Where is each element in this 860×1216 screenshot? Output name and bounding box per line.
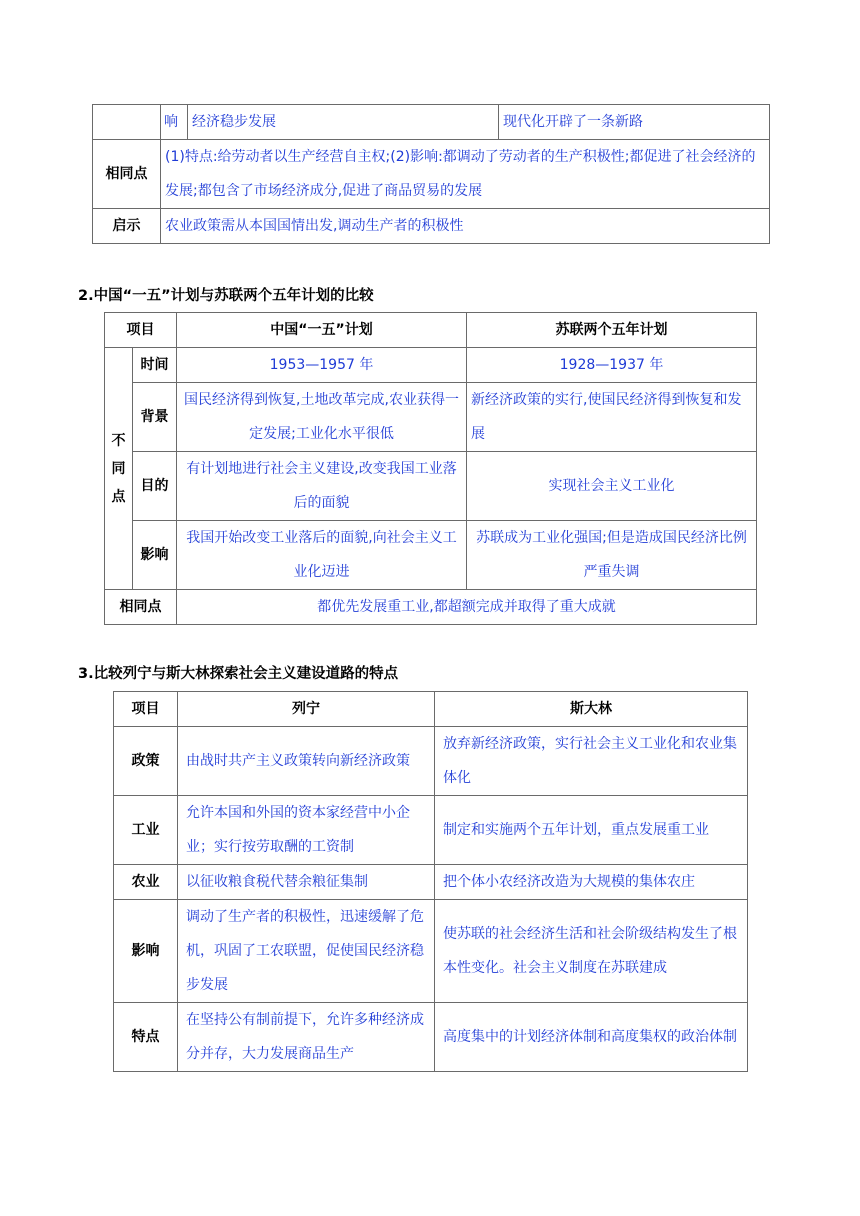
table-row xyxy=(93,140,770,209)
row-label: 目的 xyxy=(133,452,177,521)
row-label-same: 相同点 xyxy=(105,590,177,625)
header-lenin: 列宁 xyxy=(178,692,435,727)
cell-china: 国民经济得到恢复,土地改革完成,农业获得一定发展;工业化水平很低 xyxy=(177,383,467,452)
cell-ussr: 新经济政策的实行,使国民经济得到恢复和发展 xyxy=(467,383,757,452)
cell-value: 现代化开辟了一条新路 xyxy=(499,105,770,140)
row-label: 影响 xyxy=(133,521,177,590)
row-label: 政策 xyxy=(114,727,178,796)
cell-lenin: 调动了生产者的积极性，迅速缓解了危机，巩固了工农联盟，促使国民经济稳步发展 xyxy=(178,900,435,1003)
table-row xyxy=(105,590,757,625)
cell-label: 响 xyxy=(161,105,188,140)
header-stalin: 斯大林 xyxy=(435,692,748,727)
row-label-same: 相同点 xyxy=(93,140,161,209)
row-label: 特点 xyxy=(114,1003,178,1072)
cell-stalin: 高度集中的计划经济体制和高度集权的政治体制 xyxy=(435,1003,748,1072)
row-label: 工业 xyxy=(114,796,178,865)
table-row xyxy=(114,1003,748,1072)
table-header-row xyxy=(105,313,757,348)
cell-ussr: 苏联成为工业化强国;但是造成国民经济比例严重失调 xyxy=(467,521,757,590)
table-row xyxy=(105,452,757,521)
header-item: 项目 xyxy=(114,692,178,727)
section-heading: 3.比较列宁与斯大林探索社会主义建设道路的特点 xyxy=(78,666,399,682)
table-row xyxy=(93,209,770,244)
table-row xyxy=(114,900,748,1003)
cell-lenin: 由战时共产主义政策转向新经济政策 xyxy=(178,727,435,796)
cell-stalin: 制定和实施两个五年计划，重点发展重工业 xyxy=(435,796,748,865)
cell-value: (1)特点:给劳动者以生产经营自主权;(2)影响:都调动了劳动者的生产积极性;都促进了社会经济的发展;都包含了市场经济成分,促进了商品贸易的发展 xyxy=(161,140,770,209)
group-label-differences: 不 同 点 xyxy=(105,348,133,590)
table-header-row xyxy=(114,692,748,727)
header-china: 中国“一五”计划 xyxy=(177,313,467,348)
header-ussr: 苏联两个五年计划 xyxy=(467,313,757,348)
table-row xyxy=(114,727,748,796)
cell-stalin: 使苏联的社会经济生活和社会阶级结构发生了根本性变化。社会主义制度在苏联建成 xyxy=(435,900,748,1003)
cell-ussr: 1928—1937 年 xyxy=(467,348,757,383)
cell-lenin: 允许本国和外国的资本家经营中小企业；实行按劳取酬的工资制 xyxy=(178,796,435,865)
header-item: 项目 xyxy=(105,313,177,348)
row-label: 背景 xyxy=(133,383,177,452)
table-row xyxy=(114,865,748,900)
cell-value: 经济稳步发展 xyxy=(188,105,499,140)
table-row xyxy=(105,348,757,383)
row-label: 时间 xyxy=(133,348,177,383)
section-heading: 2.中国“一五”计划与苏联两个五年计划的比较 xyxy=(78,288,374,304)
cell-china: 1953—1957 年 xyxy=(177,348,467,383)
table-lenin-stalin xyxy=(113,691,748,1072)
cell-stalin: 把个体小农经济改造为大规模的集体农庄 xyxy=(435,865,748,900)
cell-empty xyxy=(93,105,161,140)
cell-china: 有计划地进行社会主义建设,改变我国工业落后的面貌 xyxy=(177,452,467,521)
table-row xyxy=(105,383,757,452)
cell-ussr: 实现社会主义工业化 xyxy=(467,452,757,521)
cell-china: 我国开始改变工业落后的面貌,向社会主义工业化迈进 xyxy=(177,521,467,590)
cell-stalin: 放弃新经济政策，实行社会主义工业化和农业集体化 xyxy=(435,727,748,796)
cell-same: 都优先发展重工业,都超额完成并取得了重大成就 xyxy=(177,590,757,625)
table-row xyxy=(105,521,757,590)
table-row xyxy=(93,105,770,140)
table-five-year-plans xyxy=(104,312,757,625)
cell-lenin: 在坚持公有制前提下，允许多种经济成分并存，大力发展商品生产 xyxy=(178,1003,435,1072)
row-label: 农业 xyxy=(114,865,178,900)
table-agri-policy xyxy=(92,104,770,244)
row-label: 影响 xyxy=(114,900,178,1003)
cell-lenin: 以征收粮食税代替余粮征集制 xyxy=(178,865,435,900)
row-label-insight: 启示 xyxy=(93,209,161,244)
table-row xyxy=(114,796,748,865)
cell-value: 农业政策需从本国国情出发,调动生产者的积极性 xyxy=(161,209,770,244)
